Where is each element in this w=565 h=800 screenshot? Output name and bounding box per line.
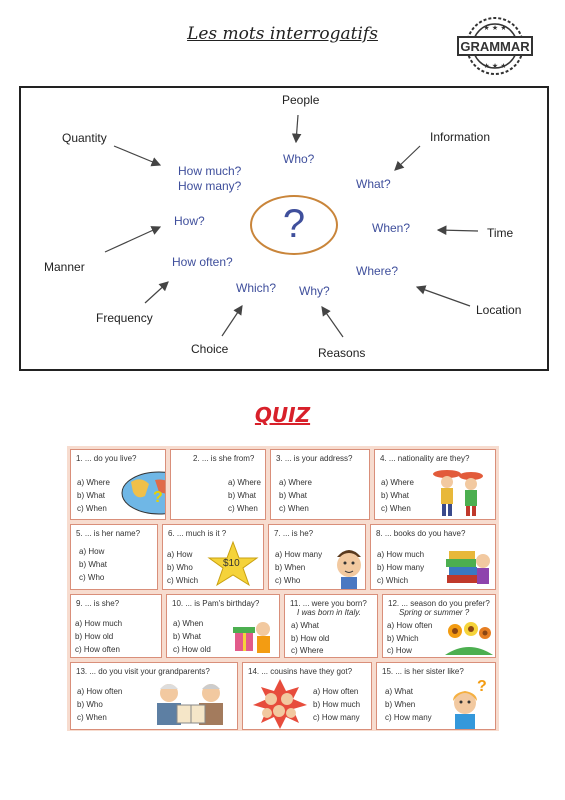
- question-text: 5. ... is her name?: [76, 529, 141, 538]
- option-b[interactable]: b) What: [173, 632, 202, 641]
- books-stack-icon: [443, 541, 493, 589]
- option-c[interactable]: c) When: [381, 504, 411, 513]
- option-c[interactable]: c) When: [77, 504, 107, 513]
- option-b[interactable]: b) What: [381, 491, 410, 500]
- quiz-card-8: [370, 524, 496, 590]
- option-c[interactable]: c) Which: [167, 576, 199, 585]
- option-a[interactable]: a) Where: [381, 478, 414, 487]
- question-text: 14. ... cousins have they got?: [248, 667, 353, 676]
- option-a[interactable]: a) What: [385, 687, 414, 696]
- question-text: 6. ... much is it ?: [168, 529, 227, 538]
- option-a[interactable]: a) How: [79, 547, 105, 556]
- label-location: Location: [476, 303, 522, 317]
- option-c[interactable]: c) How often: [75, 645, 120, 654]
- cousins-group-icon: [249, 677, 311, 729]
- option-a[interactable]: a) How often: [313, 687, 359, 696]
- question-text: 13. ... do you visit your grandparents?: [76, 667, 210, 676]
- option-c[interactable]: c) Who: [79, 573, 105, 582]
- option-a[interactable]: a) How much: [377, 550, 425, 559]
- option-c[interactable]: c) How old: [173, 645, 211, 654]
- option-b[interactable]: b) How many: [377, 563, 425, 572]
- quiz-card-10: [166, 594, 280, 658]
- svg-text:?: ?: [477, 678, 487, 695]
- option-c[interactable]: c) Who: [275, 576, 301, 585]
- thinking-girl-icon: [447, 675, 493, 729]
- word-why: Why?: [299, 284, 330, 298]
- option-c[interactable]: c) How many: [313, 713, 360, 722]
- question-hint: I was born in Italy.: [297, 608, 361, 617]
- word-who: Who?: [283, 152, 315, 166]
- birthday-gift-icon: [231, 611, 277, 657]
- quiz-card-3: [270, 449, 370, 520]
- word-which: Which?: [236, 281, 277, 295]
- option-b[interactable]: b) What: [77, 491, 106, 500]
- word-how-often: How often?: [172, 255, 233, 269]
- option-b[interactable]: b) When: [385, 700, 416, 709]
- flowers-icon: [443, 619, 495, 657]
- quiz-card-13: [70, 662, 238, 730]
- label-quantity: Quantity: [62, 131, 107, 145]
- question-hint: Spring or summer ?: [399, 608, 470, 617]
- option-c[interactable]: c) When: [228, 504, 258, 513]
- question-text: 1. ... do you live?: [76, 454, 137, 463]
- quiz-card-7: [268, 524, 366, 590]
- quiz-card-9: [70, 594, 162, 658]
- option-a[interactable]: a) How much: [75, 619, 123, 628]
- label-reasons: Reasons: [318, 346, 366, 360]
- quiz-card-1: [70, 449, 166, 520]
- option-c[interactable]: c) When: [77, 713, 107, 722]
- word-what: What?: [356, 177, 391, 191]
- option-a[interactable]: a) How: [167, 550, 193, 559]
- option-b[interactable]: b) How old: [291, 634, 330, 643]
- option-c[interactable]: c) How many: [385, 713, 432, 722]
- option-a[interactable]: a) Where: [228, 478, 261, 487]
- option-b[interactable]: b) Who: [77, 700, 103, 709]
- label-time: Time: [487, 226, 514, 240]
- question-text: 10. ... is Pam's birthday?: [172, 599, 260, 608]
- option-b[interactable]: b) How old: [75, 632, 114, 641]
- option-c[interactable]: c) When: [279, 504, 309, 513]
- quiz-card-5: [70, 524, 158, 590]
- option-a[interactable]: a) What: [291, 621, 320, 630]
- quiz-card-6: [162, 524, 264, 590]
- question-text: 4. ... nationality are they?: [380, 454, 470, 463]
- quiz-card-15: [376, 662, 496, 730]
- quiz-card-11: [284, 594, 378, 658]
- label-information: Information: [430, 130, 491, 144]
- quiz-title: QUIZ: [254, 403, 311, 427]
- word-how-many: How many?: [178, 179, 242, 193]
- word-where: Where?: [356, 264, 399, 278]
- question-text: 9. ... is she?: [76, 599, 120, 608]
- option-c[interactable]: c) Where: [291, 646, 324, 655]
- option-c[interactable]: c) Which: [377, 576, 409, 585]
- svg-text:★ ★ ★: ★ ★ ★: [483, 24, 507, 32]
- quiz-card-14: [242, 662, 372, 730]
- option-a[interactable]: a) How often: [77, 687, 123, 696]
- label-people: People: [282, 93, 320, 107]
- label-manner: Manner: [44, 260, 85, 274]
- option-a[interactable]: a) When: [173, 619, 204, 628]
- quiz-card-4: [374, 449, 496, 520]
- price-label: $10: [223, 558, 240, 569]
- question-text: 2. ... is she from?: [193, 454, 255, 463]
- question-text: 11. ... were you born?: [290, 599, 367, 608]
- option-a[interactable]: a) Where: [77, 478, 110, 487]
- question-text: 15. ... is her sister like?: [382, 667, 464, 676]
- question-text: 8. ... books do you have?: [376, 529, 466, 538]
- word-when: When?: [372, 221, 411, 235]
- word-how: How?: [174, 214, 205, 228]
- question-text: 7. ... is he?: [274, 529, 314, 538]
- svg-text:?: ?: [153, 489, 163, 506]
- grandparents-icon: [151, 679, 233, 729]
- word-how-much: How much?: [178, 164, 242, 178]
- boy-face-icon: [333, 543, 365, 589]
- option-a[interactable]: a) How often: [387, 621, 433, 630]
- option-a[interactable]: a) Where: [279, 478, 312, 487]
- page-title: Les mots interrogatifs: [187, 24, 378, 44]
- option-a[interactable]: a) How many: [275, 550, 323, 559]
- option-b[interactable]: b) How much: [313, 700, 361, 709]
- quiz-card-2: [170, 449, 266, 520]
- stamp-text: GRAMMAR: [460, 39, 530, 54]
- option-b[interactable]: b) What: [79, 560, 108, 569]
- option-c[interactable]: c) How: [387, 646, 412, 655]
- question-text: 3. ... is your address?: [276, 454, 353, 463]
- option-b[interactable]: b) Which: [387, 634, 419, 643]
- world-map-icon: [121, 470, 166, 516]
- svg-text:★ ★ ★: ★ ★ ★: [483, 62, 507, 70]
- question-mark-center: ?: [250, 195, 338, 255]
- kids-sombrero-icon: [431, 466, 487, 518]
- option-b[interactable]: b) When: [275, 563, 306, 572]
- option-b[interactable]: b) What: [228, 491, 257, 500]
- option-b[interactable]: b) What: [279, 491, 308, 500]
- question-text: 12. ... season do you prefer?: [388, 599, 490, 608]
- quiz-card-12: [382, 594, 496, 658]
- label-frequency: Frequency: [96, 311, 153, 325]
- label-choice: Choice: [191, 342, 229, 356]
- option-b[interactable]: b) Who: [167, 563, 193, 572]
